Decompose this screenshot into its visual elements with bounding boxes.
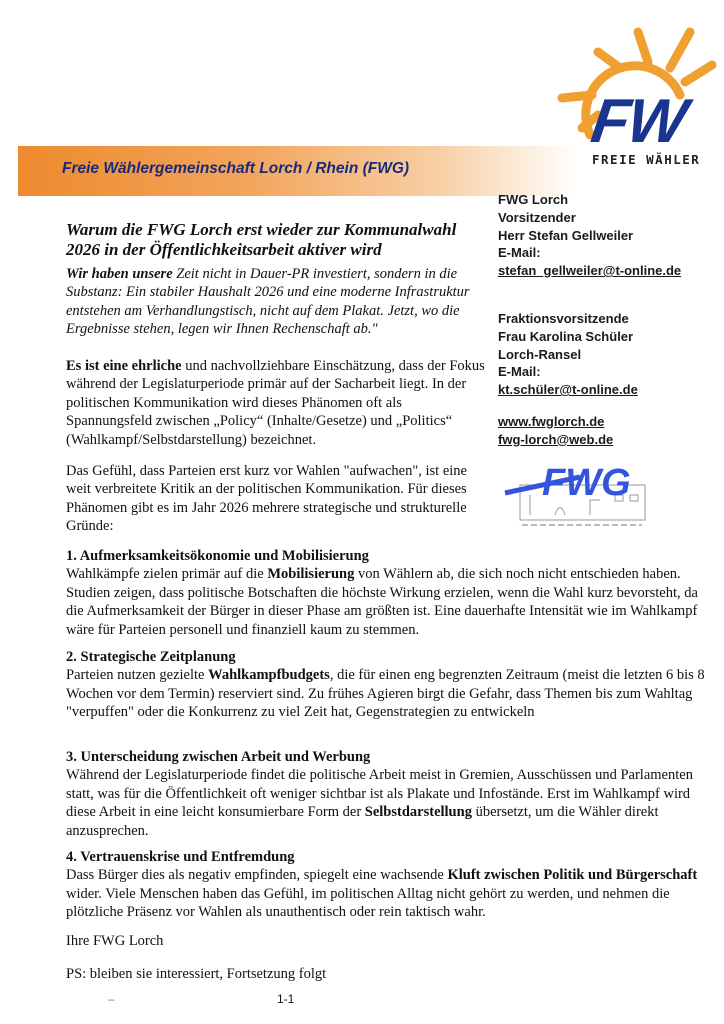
- intro-text: Zeit nicht in Dauer-PR investiert, sondern in die Substanz: Ein stabiler Haushalt 2026 und eine moderne Infrastruktur entstehen am Verhandlungstisch, nicht auf dem Plakat. Jetzt, wo die Ergebnisse stehen, legen wir Ihnen Rechenschaft ab.": [66, 266, 470, 338]
- section-text: Während der Legislaturperiode findet die politische Arbeit meist in Gremien, Ausschüssen und Parlamenten statt, was für die Öffentlichkeit oft weniger sichtbar ist als Plakate und Infostände. Erst im Wahlkampf wird diese Arbeit in eine leicht konsumierbare Form der: [66, 767, 693, 821]
- article-title: Warum die FWG Lorch erst wieder zur Kommunalwahl 2026 in der Öffentlichkeitsarbeit aktiver wird: [66, 220, 457, 259]
- intro-bold: Wir haben unsere: [66, 266, 173, 282]
- page-number: 1-1: [277, 992, 295, 1006]
- contact-sidebar: [498, 191, 681, 449]
- section-text: von Wählern ab, die sich noch nicht entschieden haben. Studien zeigen, dass politische Botschaften die höchste Wirkung erzielen, wenn die Wahl kurz bevorsteht, da die Aufmerksamkeit der Bürger in dieser Phase am größten ist. Eine dauerhafte Intensität wie im Wahlkampf wäre für Parteien personell und finanziell kaum zu stemmen.: [66, 566, 698, 638]
- paragraph-2: [66, 357, 486, 449]
- section-heading: 4. Vertrauenskrise und Entfremdung: [66, 849, 295, 865]
- section-heading: 1. Aufmerksamkeitsökonomie und Mobilisierung: [66, 548, 369, 564]
- intro-paragraph: [66, 265, 486, 339]
- p2-bold: Es ist eine ehrliche: [66, 358, 182, 374]
- website-link[interactable]: www.fwglorch.de: [498, 413, 605, 429]
- email-link-chair[interactable]: stefan_gellweiler@t-online.de: [498, 263, 682, 279]
- section-bold: Kluft zwischen Politik und Bürgerschaft: [447, 867, 698, 884]
- section-text: Wahlkämpfe zielen primär auf die: [66, 566, 268, 583]
- section-text: , die für einen eng begrenzten Zeitraum (meist die letzten 6 bis 8 Wochen vor dem Termin) reserviert sind. Zu frühes Agieren birgt die Gefahr, dass Themen bis zum Wahltag "verpuffen" oder die Konkurrenz zu viel Zeit hat, Gegenstrategien zu entwickeln: [66, 667, 705, 721]
- paragraph-3: Das Gefühl, dass Parteien erst kurz vor Wahlen "aufwachen", ist eine weit verbreitete Kritik an der politischen Kommunikation. Für dieses Phänomen gibt es im Jahr 2026 mehrere strategische und strukturelle Gründe:: [66, 463, 467, 535]
- email-label: E-Mail:: [498, 364, 541, 380]
- name-chair: Herr Stefan Gellweiler: [498, 227, 634, 243]
- section-text: übersetzt, um die Wähler direkt anzusprechen.: [66, 804, 659, 839]
- closing: Ihre FWG Lorch: [66, 933, 164, 949]
- place-faction: Lorch-Ransel: [498, 346, 582, 362]
- p2-text: und nachvollziehbare Einschätzung, dass der Fokus während der Legislaturperiode primär auf der Sacharbeit liegt. In der politischen Kommunikation wird dieses Phänomen oft als Spannungsfeld zwischen „Policy“ (Inhalte/Gesetze) und „Politics“ (Wahlkampf/Selbstdarstellung) bezeichnet.: [66, 358, 485, 448]
- section-bold: Selbstdarstellung: [364, 804, 472, 821]
- fw-logo-subtitle: FREIE WÄHLER: [592, 152, 701, 167]
- section-1: [66, 547, 716, 639]
- postscript: PS: bleiben sie interessiert, Fortsetzung folgt: [66, 966, 327, 982]
- email-link-general[interactable]: fwg-lorch@web.de: [498, 431, 614, 447]
- footer-mark: –: [108, 992, 115, 1006]
- section-2: [66, 648, 716, 722]
- fwg-logo-text: FWG: [542, 462, 631, 504]
- fwg-logo: [500, 455, 650, 533]
- section-bold: Wahlkampfbudgets: [208, 667, 330, 684]
- role-chair: Vorsitzender: [498, 209, 576, 225]
- section-4: [66, 848, 716, 922]
- section-3: [66, 748, 716, 840]
- email-link-faction[interactable]: kt.schüler@t-online.de: [498, 382, 638, 398]
- section-text: Parteien nutzen gezielte: [66, 667, 209, 684]
- section-heading: 2. Strategische Zeitplanung: [66, 649, 236, 665]
- email-label: E-Mail:: [498, 245, 541, 261]
- org-name: FWG Lorch: [498, 192, 569, 207]
- name-faction: Frau Karolina Schüler: [498, 328, 634, 344]
- banner-title: Freie Wählergemeinschaft Lorch / Rhein (FWG): [62, 160, 410, 177]
- section-heading: 3. Unterscheidung zwischen Arbeit und Werbung: [66, 749, 371, 765]
- role-faction: Fraktionsvorsitzende: [498, 310, 629, 326]
- section-text: Dass Bürger dies als negativ empfinden, spiegelt eine wachsende: [66, 867, 448, 884]
- section-text: wider. Viele Menschen haben das Gefühl, im politischen Alltag nicht gehört zu werden, und nehmen die plötzliche Präsenz vor Wahlen als unauthentisch oder rein taktisch wahr.: [66, 885, 670, 921]
- section-bold: Mobilisierung: [267, 566, 355, 583]
- fw-logo: FW: [587, 87, 690, 156]
